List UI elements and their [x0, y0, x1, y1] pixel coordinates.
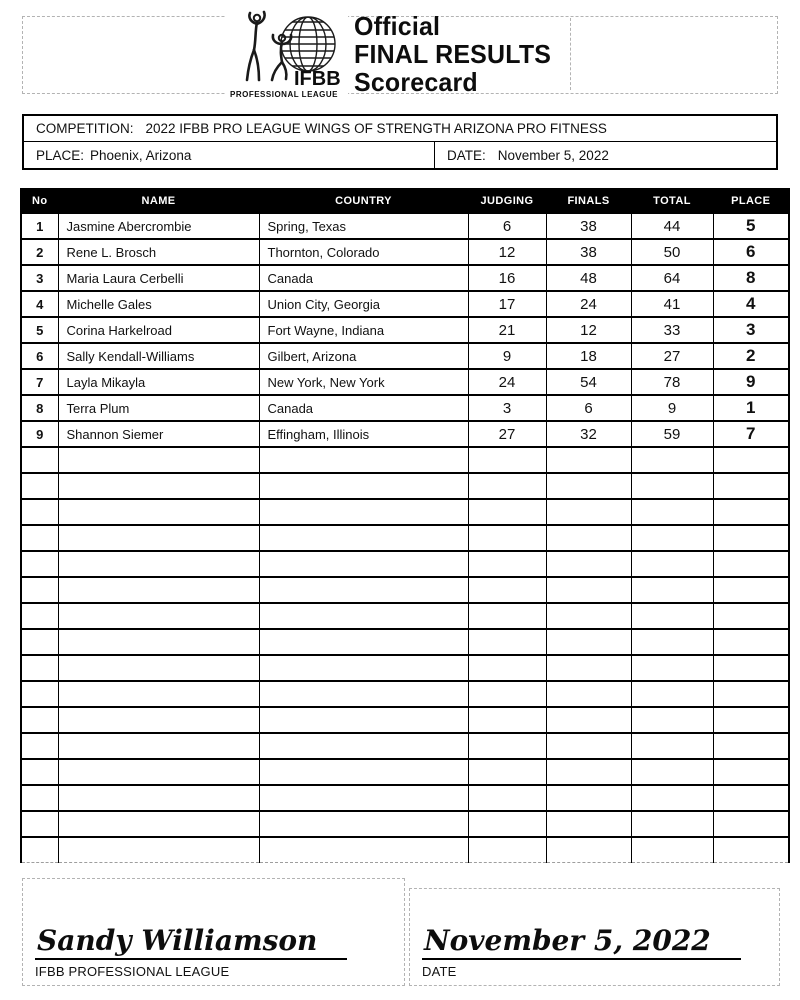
- cell-finals: [546, 733, 631, 759]
- cell-finals: 48: [546, 265, 631, 291]
- date-signature-box: [409, 888, 780, 986]
- cell-total: [631, 655, 713, 681]
- cell-name: [58, 577, 259, 603]
- logo-league: PROFESSIONAL LEAGUE: [229, 90, 339, 99]
- cell-name: Sally Kendall-Williams: [58, 343, 259, 369]
- cell-no: [21, 629, 58, 655]
- column-header-no: No: [21, 189, 58, 213]
- table-row: [21, 369, 789, 395]
- competition-row: [24, 116, 776, 142]
- cell-judging: [468, 577, 546, 603]
- table-row: [21, 395, 789, 421]
- cell-place: [713, 473, 789, 499]
- table-row-empty: [21, 707, 789, 733]
- cell-country: [259, 577, 468, 603]
- table-row-empty: [21, 473, 789, 499]
- cell-judging: [468, 655, 546, 681]
- cell-finals: [546, 577, 631, 603]
- cell-name: Shannon Siemer: [58, 421, 259, 447]
- cell-country: [259, 603, 468, 629]
- table-row-empty: [21, 629, 789, 655]
- cell-place: 7: [713, 421, 789, 447]
- date-label: DATE:: [447, 147, 486, 163]
- cell-country: [259, 759, 468, 785]
- cell-finals: 38: [546, 239, 631, 265]
- document-title: [354, 12, 551, 96]
- cell-total: [631, 811, 713, 837]
- cell-total: [631, 603, 713, 629]
- cell-judging: 24: [468, 369, 546, 395]
- cell-total: 59: [631, 421, 713, 447]
- cell-country: Canada: [259, 395, 468, 421]
- cell-total: [631, 447, 713, 473]
- cell-name: [58, 733, 259, 759]
- date-cell: [435, 142, 776, 168]
- cell-country: Thornton, Colorado: [259, 239, 468, 265]
- posing-figures-icon: [247, 12, 291, 80]
- table-row: [21, 213, 789, 239]
- cell-name: [58, 681, 259, 707]
- cell-total: [631, 525, 713, 551]
- table-row: [21, 291, 789, 317]
- results-table: [20, 188, 790, 863]
- cell-place: [713, 447, 789, 473]
- cell-name: [58, 447, 259, 473]
- table-row-empty: [21, 733, 789, 759]
- cell-name: [58, 811, 259, 837]
- cell-name: Jasmine Abercrombie: [58, 213, 259, 239]
- cell-place: [713, 551, 789, 577]
- cell-name: Michelle Gales: [58, 291, 259, 317]
- cell-finals: 38: [546, 213, 631, 239]
- title-line-3: Scorecard: [354, 67, 478, 97]
- cell-name: [58, 499, 259, 525]
- cell-total: [631, 785, 713, 811]
- cell-name: [58, 655, 259, 681]
- cell-no: 2: [21, 239, 58, 265]
- cell-finals: [546, 759, 631, 785]
- place-label: PLACE:: [36, 147, 85, 163]
- cell-total: [631, 681, 713, 707]
- cell-total: [631, 837, 713, 863]
- cell-place: [713, 733, 789, 759]
- cell-finals: [546, 551, 631, 577]
- cell-name: Rene L. Brosch: [58, 239, 259, 265]
- cell-country: [259, 681, 468, 707]
- official-signature: Sandy Williamson: [35, 925, 347, 960]
- cell-country: Effingham, Illinois: [259, 421, 468, 447]
- cell-country: New York, New York: [259, 369, 468, 395]
- cell-place: 1: [713, 395, 789, 421]
- cell-country: [259, 499, 468, 525]
- cell-judging: [468, 707, 546, 733]
- cell-place: [713, 707, 789, 733]
- cell-country: [259, 811, 468, 837]
- competition-label: COMPETITION:: [36, 121, 134, 136]
- cell-place: 2: [713, 343, 789, 369]
- cell-total: 44: [631, 213, 713, 239]
- cell-no: [21, 447, 58, 473]
- cell-country: [259, 447, 468, 473]
- cell-finals: [546, 499, 631, 525]
- cell-no: 6: [21, 343, 58, 369]
- cell-no: 4: [21, 291, 58, 317]
- cell-no: [21, 551, 58, 577]
- cell-name: [58, 629, 259, 655]
- cell-finals: 24: [546, 291, 631, 317]
- cell-total: 9: [631, 395, 713, 421]
- cell-total: [631, 759, 713, 785]
- masthead-divider-right: [570, 18, 571, 90]
- cell-name: [58, 473, 259, 499]
- cell-place: 8: [713, 265, 789, 291]
- cell-no: 7: [21, 369, 58, 395]
- table-row-empty: [21, 603, 789, 629]
- competition-value: 2022 IFBB PRO LEAGUE WINGS OF STRENGTH ARIZONA PRO FITNESS: [145, 121, 607, 136]
- cell-finals: [546, 707, 631, 733]
- cell-finals: [546, 811, 631, 837]
- date-value: November 5, 2022: [497, 147, 609, 163]
- cell-finals: [546, 447, 631, 473]
- cell-finals: 54: [546, 369, 631, 395]
- cell-total: 64: [631, 265, 713, 291]
- cell-total: [631, 551, 713, 577]
- cell-finals: 18: [546, 343, 631, 369]
- table-row: [21, 317, 789, 343]
- table-row: [21, 239, 789, 265]
- cell-no: [21, 707, 58, 733]
- cell-country: [259, 707, 468, 733]
- cell-name: [58, 603, 259, 629]
- cell-country: [259, 785, 468, 811]
- cell-name: [58, 551, 259, 577]
- cell-judging: [468, 629, 546, 655]
- cell-finals: [546, 785, 631, 811]
- table-row-empty: [21, 577, 789, 603]
- date-signature-label: DATE: [422, 964, 457, 979]
- cell-judging: 3: [468, 395, 546, 421]
- cell-finals: 32: [546, 421, 631, 447]
- cell-no: [21, 759, 58, 785]
- cell-judging: [468, 759, 546, 785]
- cell-judging: [468, 499, 546, 525]
- cell-total: 33: [631, 317, 713, 343]
- cell-country: Gilbert, Arizona: [259, 343, 468, 369]
- column-header-judging: JUDGING: [468, 189, 546, 213]
- cell-judging: [468, 473, 546, 499]
- cell-no: 3: [21, 265, 58, 291]
- cell-country: Spring, Texas: [259, 213, 468, 239]
- cell-place: 3: [713, 317, 789, 343]
- ifbb-logo: [226, 8, 348, 102]
- cell-country: [259, 655, 468, 681]
- table-row-empty: [21, 525, 789, 551]
- cell-no: [21, 577, 58, 603]
- cell-total: [631, 707, 713, 733]
- cell-no: [21, 733, 58, 759]
- cell-finals: [546, 473, 631, 499]
- cell-no: [21, 785, 58, 811]
- cell-country: Union City, Georgia: [259, 291, 468, 317]
- cell-judging: [468, 785, 546, 811]
- cell-name: Maria Laura Cerbelli: [58, 265, 259, 291]
- cell-total: 78: [631, 369, 713, 395]
- cell-no: 5: [21, 317, 58, 343]
- table-row-empty: [21, 811, 789, 837]
- cell-total: [631, 577, 713, 603]
- cell-total: [631, 473, 713, 499]
- official-signature-title: IFBB PROFESSIONAL LEAGUE: [35, 964, 230, 979]
- cell-place: [713, 811, 789, 837]
- table-row: [21, 265, 789, 291]
- cell-judging: 17: [468, 291, 546, 317]
- results-body: [21, 213, 789, 863]
- cell-judging: 6: [468, 213, 546, 239]
- cell-total: 50: [631, 239, 713, 265]
- cell-judging: [468, 525, 546, 551]
- cell-place: [713, 499, 789, 525]
- cell-judging: [468, 603, 546, 629]
- cell-place: [713, 603, 789, 629]
- cell-judging: [468, 447, 546, 473]
- cell-total: 27: [631, 343, 713, 369]
- cell-country: Canada: [259, 265, 468, 291]
- column-header-total: TOTAL: [631, 189, 713, 213]
- cell-judging: 21: [468, 317, 546, 343]
- table-row-empty: [21, 447, 789, 473]
- cell-finals: [546, 629, 631, 655]
- cell-total: [631, 499, 713, 525]
- cell-place: 9: [713, 369, 789, 395]
- cell-judging: [468, 681, 546, 707]
- cell-judging: [468, 837, 546, 863]
- cell-judging: [468, 811, 546, 837]
- cell-country: [259, 733, 468, 759]
- cell-no: 8: [21, 395, 58, 421]
- cell-total: [631, 733, 713, 759]
- cell-place: 4: [713, 291, 789, 317]
- cell-finals: [546, 603, 631, 629]
- cell-name: [58, 707, 259, 733]
- results-header-row: [21, 189, 789, 213]
- cell-no: [21, 499, 58, 525]
- cell-country: [259, 837, 468, 863]
- cell-no: [21, 681, 58, 707]
- table-row-empty: [21, 785, 789, 811]
- date-signature: November 5, 2022: [422, 925, 741, 960]
- cell-no: [21, 811, 58, 837]
- cell-name: Terra Plum: [58, 395, 259, 421]
- column-header-name: NAME: [58, 189, 259, 213]
- cell-finals: [546, 837, 631, 863]
- cell-place: [713, 681, 789, 707]
- cell-country: [259, 629, 468, 655]
- cell-total: 41: [631, 291, 713, 317]
- cell-name: [58, 525, 259, 551]
- cell-judging: 12: [468, 239, 546, 265]
- place-value: Phoenix, Arizona: [90, 147, 192, 163]
- competition-info-box: [22, 114, 778, 170]
- cell-place: [713, 785, 789, 811]
- cell-finals: 12: [546, 317, 631, 343]
- cell-name: [58, 759, 259, 785]
- cell-no: 1: [21, 213, 58, 239]
- title-line-2: FINAL RESULTS: [354, 39, 552, 69]
- cell-no: [21, 473, 58, 499]
- cell-name: [58, 785, 259, 811]
- cell-place: [713, 525, 789, 551]
- cell-no: [21, 525, 58, 551]
- cell-name: Layla Mikayla: [58, 369, 259, 395]
- cell-place: 6: [713, 239, 789, 265]
- cell-place: [713, 655, 789, 681]
- cell-judging: 9: [468, 343, 546, 369]
- column-header-finals: FINALS: [546, 189, 631, 213]
- cell-country: [259, 525, 468, 551]
- cell-place: [713, 759, 789, 785]
- title-line-1: Official: [354, 11, 441, 41]
- cell-name: [58, 837, 259, 863]
- table-row-empty: [21, 759, 789, 785]
- column-header-place: PLACE: [713, 189, 789, 213]
- table-row-empty: [21, 551, 789, 577]
- cell-no: [21, 837, 58, 863]
- cell-finals: [546, 681, 631, 707]
- cell-judging: 16: [468, 265, 546, 291]
- cell-total: [631, 629, 713, 655]
- table-row: [21, 343, 789, 369]
- cell-judging: 27: [468, 421, 546, 447]
- cell-place: 5: [713, 213, 789, 239]
- cell-country: Fort Wayne, Indiana: [259, 317, 468, 343]
- table-row-empty: [21, 499, 789, 525]
- cell-place: [713, 577, 789, 603]
- cell-name: Corina Harkelroad: [58, 317, 259, 343]
- cell-no: [21, 655, 58, 681]
- logo-acronym: IFBB: [294, 68, 341, 90]
- table-row: [21, 421, 789, 447]
- cell-finals: [546, 525, 631, 551]
- cell-finals: 6: [546, 395, 631, 421]
- official-signature-box: [22, 878, 405, 986]
- column-header-country: COUNTRY: [259, 189, 468, 213]
- table-row-empty: [21, 837, 789, 863]
- table-row-empty: [21, 655, 789, 681]
- cell-judging: [468, 551, 546, 577]
- table-row-empty: [21, 681, 789, 707]
- cell-judging: [468, 733, 546, 759]
- cell-place: [713, 629, 789, 655]
- cell-country: [259, 551, 468, 577]
- place-cell: [24, 142, 435, 168]
- cell-place: [713, 837, 789, 863]
- cell-country: [259, 473, 468, 499]
- cell-finals: [546, 655, 631, 681]
- cell-no: [21, 603, 58, 629]
- cell-no: 9: [21, 421, 58, 447]
- place-date-row: [24, 142, 776, 168]
